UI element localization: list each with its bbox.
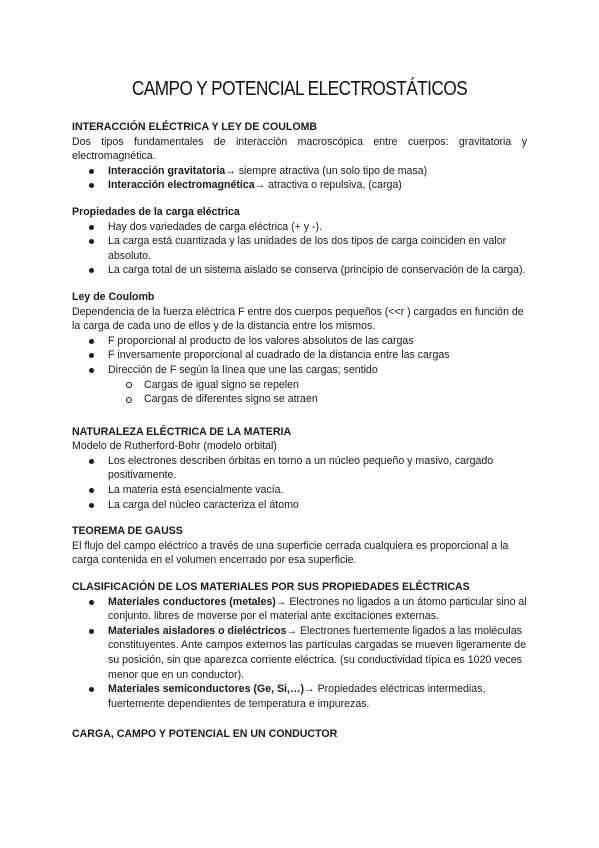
list-item: Hay dos variedades de carga eléctrica (+ y -). — [72, 220, 527, 235]
section-coulomb-interaction — [72, 120, 527, 193]
list-item: Los electrones describen órbitas en torno a un núcleo pequeño y masivo, cargado positivamente. — [72, 454, 527, 483]
list-item — [72, 164, 527, 179]
item-term: Materiales conductores (metales) — [108, 595, 276, 608]
section-heading: Propiedades de la carga eléctrica — [72, 205, 240, 218]
item-text: → atractiva o repulsiva, (carga) — [254, 179, 402, 192]
section-heading: CARGA, CAMPO Y POTENCIAL EN UN CONDUCTOR — [72, 728, 338, 741]
list-item — [72, 624, 527, 682]
list-item: F proporcional al producto de los valores absolutos de las cargas — [72, 334, 527, 349]
item-text: → Electrones no ligados a un átomo particular sino al conjunto. libres de moverse por el material ante excitaciones externas. — [108, 595, 527, 623]
section-heading: Ley de Coulomb — [72, 290, 155, 303]
bullet-list — [72, 595, 527, 712]
document-title: CAMPO Y POTENCIAL ELECTROSTÁTICOS — [131, 78, 468, 100]
section-material-classification — [72, 580, 527, 711]
section-charge-properties — [72, 205, 527, 278]
list-item — [72, 178, 527, 193]
bullet-list — [72, 334, 527, 407]
section-conductor — [72, 727, 527, 742]
bullet-list — [72, 164, 527, 193]
item-text: → Propiedades eléctricas intermedias, fuertemente dependientes de temperatura e impurezas. — [108, 683, 486, 710]
bullet-list — [72, 454, 527, 512]
section-heading: TEOREMA DE GAUSS — [72, 525, 183, 538]
item-term: Interacción electromagnética — [108, 179, 255, 192]
list-item — [72, 682, 527, 711]
list-item: La carga total de un sistema aislado se conserva (principio de conservación de la carga). — [72, 263, 527, 278]
section-coulomb-law — [72, 290, 527, 407]
section-heading: NATURALEZA ELÉCTRICA DE LA MATERIA — [72, 425, 292, 438]
sub-list-item: Cargas de igual signo se repelen — [72, 378, 527, 393]
list-item: La materia está esencialmente vacía. — [72, 483, 527, 498]
sub-list-item: Cargas de diferentes signo se atraen — [72, 392, 527, 407]
section-matter-nature — [72, 425, 527, 513]
item-term: Materiales semiconductores (Ge, Si,…) — [108, 683, 305, 696]
section-heading: CLASIFICACIÓN DE LOS MATERIALES POR SUS PROPIEDADES ELÉCTRICAS — [72, 581, 470, 594]
item-text: → siempre atractiva (un solo tipo de masa) — [225, 164, 428, 177]
section-intro: Dependencia de la fuerza eléctrica F entre dos cuerpos pequeños (<<r ) cargados en función de la carga de cada uno de ellos y de la distancia entre los mismos. — [72, 305, 524, 333]
list-item: La carga está cuantizada y las unidades de los dos tipos de carga coinciden en valor absoluto. — [72, 234, 527, 263]
list-item — [72, 595, 527, 624]
list-item: F inversamente proporcional al cuadrado de la distancia entre las cargas — [72, 348, 527, 363]
list-item: Dirección de F según la línea que une las cargas; sentido — [72, 363, 527, 378]
section-heading: INTERACCIÓN ELÉCTRICA Y LEY DE COULOMB — [72, 121, 318, 133]
item-term: Materiales aisladores o dieléctricos — [108, 624, 287, 637]
section-gauss — [72, 524, 527, 568]
section-intro: Dos tipos fundamentales de interacción macroscópica entre cuerpos: gravitatoria y electromagnética. — [72, 135, 527, 163]
section-intro: Modelo de Rutherford-Bohr (modelo orbital) — [72, 440, 277, 453]
item-text: → Electrones fuertemente ligados a las moléculas constituyentes. Ante campos externos las partículas cargadas se mueven ligeramente de su posición, sin que aparezca corriente eléctrica. (su conductividad típica es 1020 veces menor que en un conductor). — [108, 624, 527, 681]
bullet-list — [72, 220, 527, 278]
list-item: La carga del núcleo caracteriza el átomo — [72, 498, 527, 513]
section-intro: El flujo del campo eléctrico a través de una superficie cerrada cualquiera es proporcional a la carga contenida en el volumen encerrado por esa superficie. — [72, 539, 509, 567]
item-term: Interacción gravitatoria — [108, 164, 226, 177]
